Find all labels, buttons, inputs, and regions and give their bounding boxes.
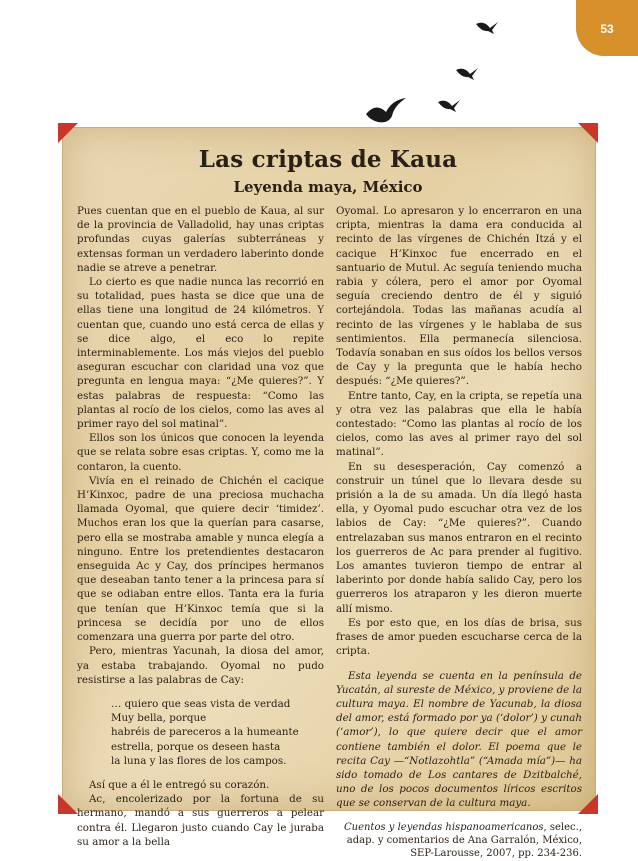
bird-icon	[364, 96, 408, 128]
paragraph: Ellos son los únicos que conocen la leyenda que se relata sobre esas criptas. Y, como me la contaron, la cuento.	[77, 432, 324, 473]
corner-ornament	[578, 123, 598, 143]
paragraph: Así que a él le entregó su corazón.	[89, 778, 270, 791]
paragraph: En su desesperación, Cay comenzó a construir un túnel que lo llevara desde su prisión a la de su amada. Un día llegó hasta ella, y Oyomal pudo escuchar otra vez de los labios de Cay: “¿Me quieres?”. Cuando entrelazaban sus manos entraron en el recinto los guerreros de Ac para prender al fugitivo. Los amantes tuvieron tiempo de entrar al laberinto por donde había salido Cay, pero los guerreros los atraparon y les dieron muerte allí mismo.	[336, 460, 582, 615]
verse-line: … quiero que seas vista de verdad	[111, 697, 291, 710]
corner-ornament	[58, 794, 78, 814]
editorial-note: Esta leyenda se cuenta en la península de Yucatán, al sureste de México, y proviene de la cultura maya. El nombre de Yacunab, la diosa del amor, está formado por ya (‘dolor’) y cunah (‘amor’), lo que quiere decir que el amor contiene también el dolor. El poema que le recita Cay —“Notlazohtla” (“Amada mía”)— ha sido tomado de Los cantares de Dzitbalché, uno de los pocos documentos líricos escritos que se conservan de la cultura maya.	[336, 669, 582, 810]
story-subtitle: Leyenda maya, México	[233, 178, 423, 196]
corner-ornament	[58, 123, 78, 143]
bird-icon	[436, 96, 462, 116]
bird-icon	[454, 64, 480, 84]
page-number-badge	[576, 0, 638, 56]
source-credit	[336, 821, 582, 861]
verse-line: estrella, porque os deseen hasta	[111, 740, 281, 753]
credit-book-title: Cuentos y leyendas hispanoamericanos	[343, 821, 544, 833]
paragraph: Es por esto que, en los días de brisa, sus frases de amor pueden escucharse cerca de la cripta.	[336, 616, 582, 658]
story-title: Las criptas de Kaua	[198, 146, 458, 173]
verse-line: la luna y las flores de los campos.	[111, 754, 287, 767]
paragraph: Pero, mientras Yacunah, la diosa del amor, ya estaba trabajando. Oyomal no pudo resistirse a las palabras de Cay:	[77, 645, 324, 686]
paragraph: Oyomal. Lo apresaron y lo encerraron en una cripta, mientras la dama era conducida al recinto de las vírgenes de Chichén Itzá y el cacique H’Kinxoc fue encerrado en el santuario de Mutul. Ac seguía teniendo mucha rabia y cólera, pero el amor por Oyomal seguía creciendo dentro de él y siguió cortejándola. Todas las mañanas acudía al recinto de las vírgenes y le hablaba de sus sentimientos. Ella permanecía silenciosa. Todavía sonaban en sus oídos los bellos versos de Cay y la pregunta que le había hecho después: “¿Me quieres?”.	[336, 205, 582, 388]
paragraph: Ac, encolerizado por la fortuna de su hermano, mandó a sus guerreros a pelear contra él. Llegaron justo cuando Cay le juraba su amor a la bella	[77, 793, 324, 848]
paragraph: Vivía en el reinado de Chichén el cacique H’Kinxoc, padre de una preciosa muchacha llamada Oyomal, que quiere decir ‘timidez’. Muchos eran los que la querían para casarse, pero ella se mostraba amable y nunca elegía a ninguno. Entre los pretendientes destacaron enseguida Ac y Cay, dos príncipes hermanos que deseaban tanto tener a la princesa para sí que se odiaban entre ellos. Tanta era la furia que tenían que H’Kinxoc temía que si la princesa se decidía por uno de ellos comenzara una guerra por parte del otro.	[77, 474, 324, 644]
bird-icon	[474, 18, 500, 38]
right-column	[336, 204, 582, 861]
verse-line: habréis de pareceros a la humeante	[111, 726, 299, 739]
left-column	[77, 204, 324, 849]
paragraph: Lo cierto es que nadie nunca las recorrió en su totalidad, pues hasta se dice que una de ellas tiene una longitud de 24 kilómetros. Y cuentan que, cuando uno está cerca de ellas y se dice algo, el eco lo repite interminablemente. Los más viejos del pueblo aseguran escuchar con claridad una voz que pregunta en lengua maya: “¿Me quieres?”. Y estas palabras de respuesta: “Como las plantas al rocío de los cielos, como las aves al primer rayo del sol matinal”.	[77, 276, 324, 431]
paragraph: Pues cuentan que en el pueblo de Kaua, al sur de la provincia de Valladolid, hay unas criptas profundas cuyas galerías subterráneas y extensas forman un verdadero laberinto donde nadie se atreve a penetrar.	[77, 205, 324, 274]
verse-line: Muy bella, porque	[111, 712, 207, 725]
page-number: 53	[600, 22, 614, 36]
credit-details: , selec., adap. y comentarios de Ana Garralón, México, SEP-Larousse, 2007, pp. 234-236.	[346, 821, 582, 860]
paragraph: Entre tanto, Cay, en la cripta, se repetía una y otra vez las palabras que ella le había contestado: “Como las plantas al rocío de los cielos, como las aves al primer rayo del sol matinal”.	[336, 389, 582, 459]
poem-verse	[111, 697, 324, 768]
